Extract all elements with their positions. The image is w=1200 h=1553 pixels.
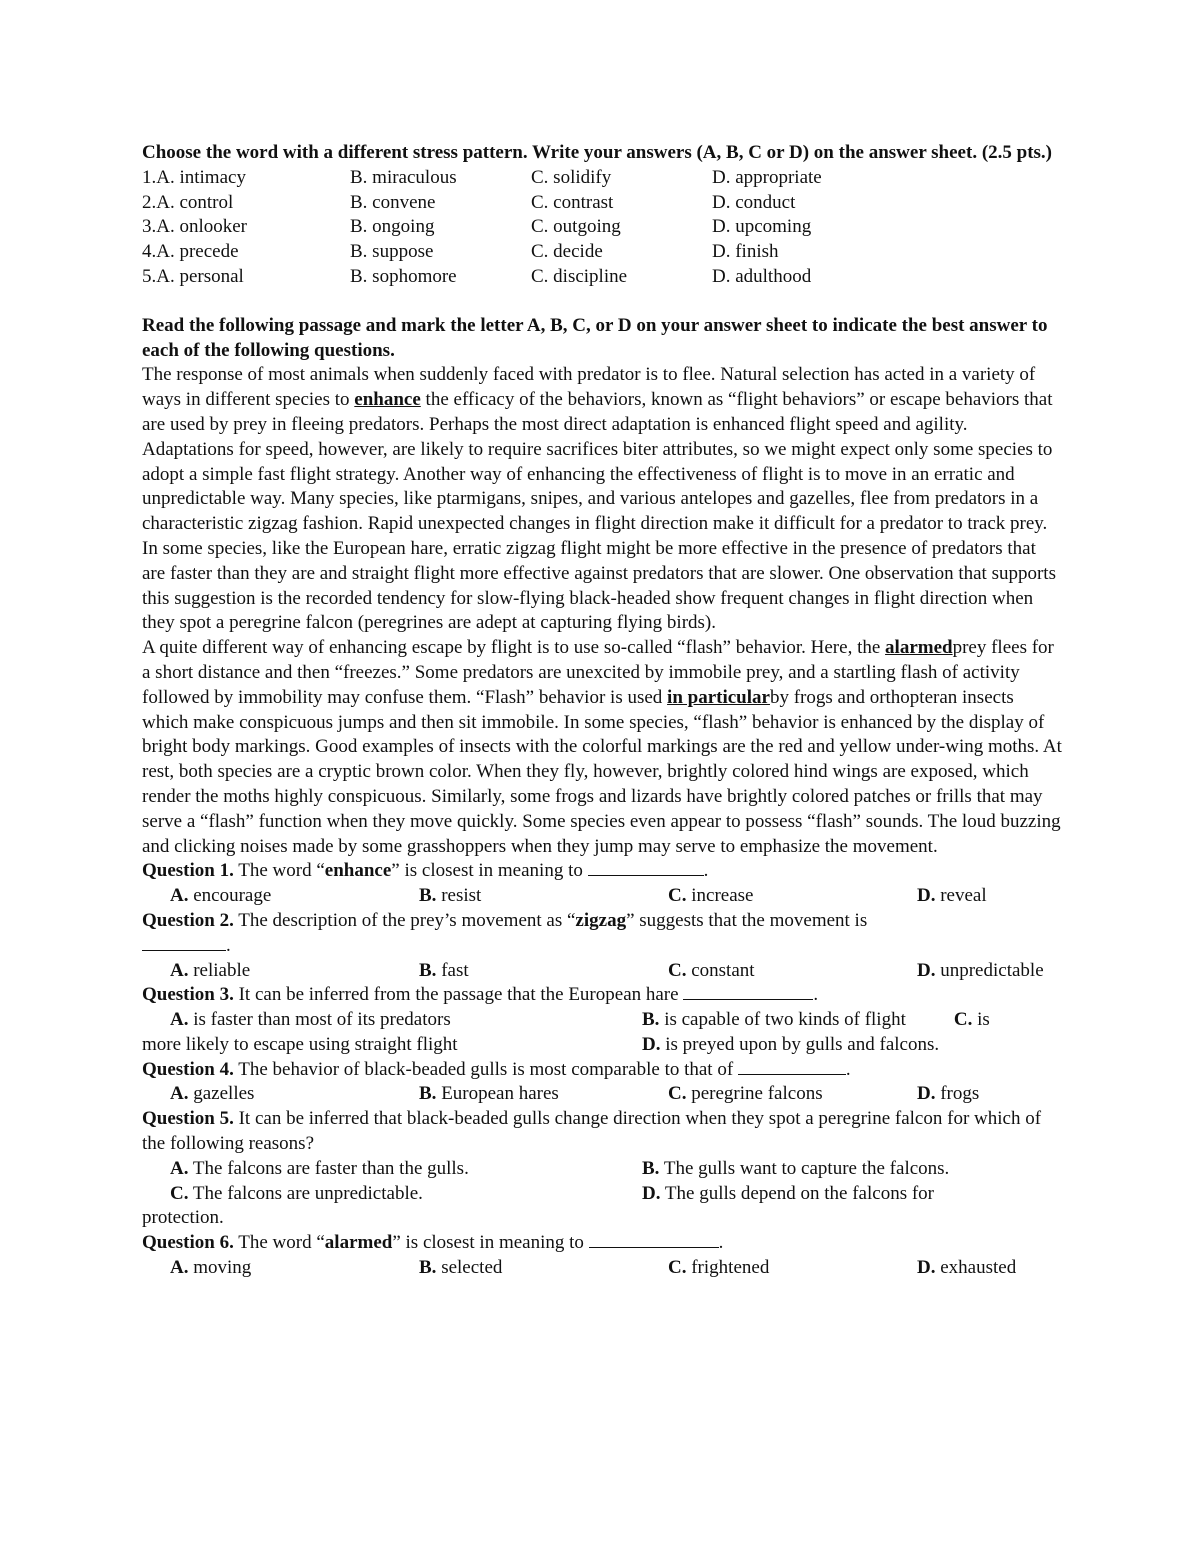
question-text: The word “ (233, 1232, 325, 1254)
choice-letter: D. (917, 1083, 936, 1105)
choice-b (419, 884, 668, 909)
question-text: The behavior of black-beaded gulls is most comparable to that of (233, 1058, 738, 1080)
keyword-alarmed: alarmed (885, 637, 953, 659)
choice-letter: C. (668, 885, 687, 907)
stress-pattern-table (142, 166, 1062, 290)
choice-b (642, 1157, 949, 1182)
choice-letter: A. (170, 885, 189, 907)
option-b: B. suppose (350, 241, 434, 263)
choice-c (668, 1256, 917, 1281)
option-c: C. contrast (531, 191, 614, 213)
option-a: 3.A. onlooker (142, 216, 248, 238)
choice-letter: B. (419, 1257, 437, 1279)
choice-b (419, 959, 668, 984)
choice-letter: B. (642, 1157, 660, 1179)
question-5-options-row1 (142, 1157, 1062, 1182)
passage-text: The response of most animals when suddenly faced with predator is to flee. Natural selection has acted in a variety of ways in different species to (142, 364, 1036, 411)
question-text: It can be inferred that black-beaded gulls change direction when they spot a peregrine falcon for which of the following reasons? (142, 1108, 1042, 1155)
question-label: Question 5. (142, 1108, 234, 1130)
choice-c (954, 1008, 990, 1033)
question-label: Question 4. (142, 1058, 234, 1080)
question-4-options (142, 1082, 1062, 1107)
option-b: B. miraculous (350, 166, 457, 188)
option-a: 5.A. personal (142, 265, 244, 287)
question-label: Question 1. (142, 860, 234, 882)
choice-text: is (977, 1009, 990, 1031)
choice-b (419, 1256, 668, 1281)
choice-c (668, 1082, 917, 1107)
passage-text: prey flees for a short distance and then “freezes.” Some predators are unexcited by immobile prey, and a startling flash of activity followed by immobility may confuse them. “Flash” behavior is used (142, 637, 1054, 708)
passage-paragraph-1 (142, 363, 1062, 437)
option-d: D. conduct (712, 191, 796, 213)
option-c: C. solidify (531, 166, 612, 188)
choice-text: The gulls depend on the falcons for (664, 1182, 934, 1204)
choice-letter: D. (917, 885, 936, 907)
choice-letter: C. (953, 1009, 973, 1031)
option-a: 1.A. intimacy (142, 166, 246, 188)
question-2-options (142, 959, 1062, 984)
passage-paragraph-2: Adaptations for speed, however, are likely to require sacrifices biter attributes, so we might expect only some species to adopt a simple fast flight strategy. Another way of enhancing the effectiveness of flight is to move in an erratic and unpredictable way. Many species, like ptarmigans, snipes, and various antelopes and gazelles, flee from predators in a characteristic zigzag fashion. Rapid unexpected changes in flight direction make it difficult for a predator to track prey. In some species, like the European hare, erratic zigzag flight might be more effective in the presence of predators that are faster than they are and straight flight more effective against predators that are slower. One observation that supports this suggestion is the recorded tendency for slow-flying black-headed show frequent changes in flight direction when they spot a peregrine falcon (peregrines are adept at capturing flying birds). (142, 438, 1056, 634)
choice-text: The falcons are faster than the gulls. (192, 1157, 469, 1179)
section1-instructions: Choose the word with a different stress pattern. Write your answers (A, B, C or D) on the answer sheet. (2.5 pts.) (142, 142, 1053, 163)
keyword-in-particular: in particular (667, 686, 770, 708)
question-1 (142, 859, 1062, 884)
question-2-blank-line (142, 934, 1062, 959)
choice-letter: C. (668, 1083, 687, 1105)
choice-c-continued: more likely to escape using straight flight (142, 1033, 458, 1055)
question-keyword: zigzag (575, 909, 627, 931)
question-text: ” suggests that the movement is (626, 909, 868, 931)
answer-blank (142, 934, 226, 951)
choice-text: increase (691, 885, 754, 907)
choice-letter: C. (668, 1257, 687, 1279)
question-text: The word “ (233, 860, 325, 882)
choice-text: moving (193, 1257, 252, 1279)
question-text: The description of the prey’s movement as “ (233, 909, 576, 931)
choice-a (170, 884, 419, 909)
question-keyword: alarmed (324, 1232, 393, 1254)
choice-d (917, 959, 1044, 984)
choice-d (917, 1256, 1016, 1281)
keyword-enhance: enhance (354, 389, 421, 411)
choice-text: reveal (940, 885, 987, 907)
choice-a (170, 959, 419, 984)
stress-row (142, 265, 1062, 290)
choice-text: is preyed upon by gulls and falcons. (665, 1033, 940, 1055)
passage-text: by frogs and orthopteran insects which make conspicuous jumps and then sit immobile. In some species, “flash” behavior is enhanced by the display of bright body markings. Good examples of insects with the colorful markings are the red and yellow under-wing moths. At rest, both species are a cryptic brown color. When they fly, however, brightly colored hind wings are exposed, which render the moths highly conspicuous. Similarly, some frogs and lizards have brightly colored patches or frills that may serve a “flash” function when they move quickly. Some species even appear to possess “flash” sounds. The loud buzzing and clicking noises made by some grasshoppers when they jump may serve to emphasize the movement. (142, 686, 1062, 857)
passage-paragraph-3 (142, 636, 1062, 859)
option-c: C. discipline (531, 265, 628, 287)
stress-row (142, 191, 1062, 216)
choice-c (668, 884, 917, 909)
question-5-options-row2 (142, 1182, 1062, 1207)
document-content (142, 141, 1062, 1281)
question-end: . (703, 860, 709, 882)
choice-text: The falcons are unpredictable. (192, 1182, 423, 1204)
stress-row (142, 215, 1062, 240)
answer-blank (588, 859, 704, 876)
stress-row (142, 240, 1062, 265)
option-d: D. upcoming (712, 216, 812, 238)
question-end: . (226, 934, 231, 956)
choice-a (170, 1256, 419, 1281)
choice-letter: C. (668, 959, 687, 981)
answer-blank (589, 1231, 719, 1248)
choice-letter: A. (170, 1257, 189, 1279)
choice-text: European hares (441, 1083, 559, 1105)
question-3-options-row2 (142, 1033, 1062, 1058)
question-6 (142, 1231, 1062, 1256)
choice-text: frightened (691, 1257, 770, 1279)
question-4 (142, 1058, 1062, 1083)
choice-text: encourage (193, 885, 272, 907)
choice-text: constant (691, 959, 755, 981)
choice-letter: A. (170, 1083, 189, 1105)
choice-letter: A. (170, 1009, 189, 1031)
question-label: Question 3. (142, 984, 234, 1006)
question-3 (142, 983, 1062, 1008)
choice-text: peregrine falcons (691, 1083, 823, 1105)
question-2 (142, 909, 1062, 934)
choice-letter: B. (642, 1009, 660, 1031)
question-text: ” is closest in meaning to (391, 860, 588, 882)
question-label: Question 2. (142, 909, 234, 931)
choice-a (170, 1008, 642, 1033)
choice-letter: A. (170, 1157, 189, 1179)
choice-text: is faster than most of its predators (193, 1009, 451, 1031)
option-b: B. sophomore (350, 265, 457, 287)
choice-letter: C. (170, 1182, 189, 1204)
option-b: B. ongoing (350, 216, 435, 238)
question-end: . (813, 984, 819, 1006)
choice-b (642, 1008, 906, 1033)
option-c: C. outgoing (531, 216, 621, 238)
question-keyword: enhance (324, 860, 392, 882)
choice-b (419, 1082, 668, 1107)
question-text: ” is closest in meaning to (392, 1232, 589, 1254)
question-label: Question 6. (142, 1232, 234, 1254)
choice-d (917, 1082, 979, 1107)
question-end: . (718, 1232, 724, 1254)
choice-text: selected (441, 1257, 503, 1279)
choice-text: reliable (193, 959, 251, 981)
choice-a (170, 1157, 642, 1182)
option-b: B. convene (350, 191, 436, 213)
choice-a (170, 1082, 419, 1107)
choice-letter: A. (170, 959, 189, 981)
stress-row (142, 166, 1062, 191)
choice-text: frogs (940, 1083, 980, 1105)
answer-blank (683, 983, 813, 1000)
choice-d (642, 1033, 939, 1058)
choice-text: unpredictable (940, 959, 1044, 981)
question-text: It can be inferred from the passage that the European hare (233, 984, 684, 1006)
spacer (142, 290, 1062, 314)
section2-instructions: Read the following passage and mark the letter A, B, C, or D on your answer sheet to indicate the best answer to each of the following questions. (142, 314, 1048, 361)
choice-d-continued: protection. (142, 1207, 224, 1229)
question-1-options (142, 884, 1062, 909)
choice-letter: D. (642, 1033, 661, 1055)
choice-text: resist (441, 885, 482, 907)
choice-letter: B. (419, 1083, 437, 1105)
option-d: D. adulthood (712, 265, 812, 287)
choice-letter: B. (419, 959, 437, 981)
passage-text: A quite different way of enhancing escape by flight is to use so-called “flash” behavior. Here, the (142, 637, 886, 659)
choice-letter: D. (642, 1182, 661, 1204)
choice-text: exhausted (940, 1257, 1017, 1279)
choice-letter: D. (917, 1257, 936, 1279)
choice-text: fast (441, 959, 469, 981)
option-c: C. decide (531, 241, 603, 263)
choice-text: is capable of two kinds of flight (664, 1009, 906, 1031)
choice-letter: B. (419, 885, 437, 907)
answer-blank (738, 1058, 846, 1075)
question-5 (142, 1107, 1062, 1157)
option-d: D. finish (712, 241, 779, 263)
choice-text: The gulls want to capture the falcons. (663, 1157, 950, 1179)
choice-c (668, 959, 917, 984)
question-end: . (845, 1058, 851, 1080)
question-6-options (142, 1256, 1062, 1281)
choice-d (642, 1182, 934, 1207)
choice-c (170, 1182, 642, 1207)
option-a: 2.A. control (142, 191, 234, 213)
choice-letter: D. (917, 959, 936, 981)
option-a: 4.A. precede (142, 241, 239, 263)
choice-text: gazelles (193, 1083, 255, 1105)
passage-text: the efficacy of the behaviors, known as “flight behaviors” or escape behaviors that are used by prey in fleeing predators. Perhaps the most direct adaptation is enhanced flight speed and agility. (142, 389, 1053, 435)
question-3-options-row1 (142, 1008, 1062, 1033)
choice-d (917, 884, 987, 909)
option-d: D. appropriate (712, 166, 822, 188)
